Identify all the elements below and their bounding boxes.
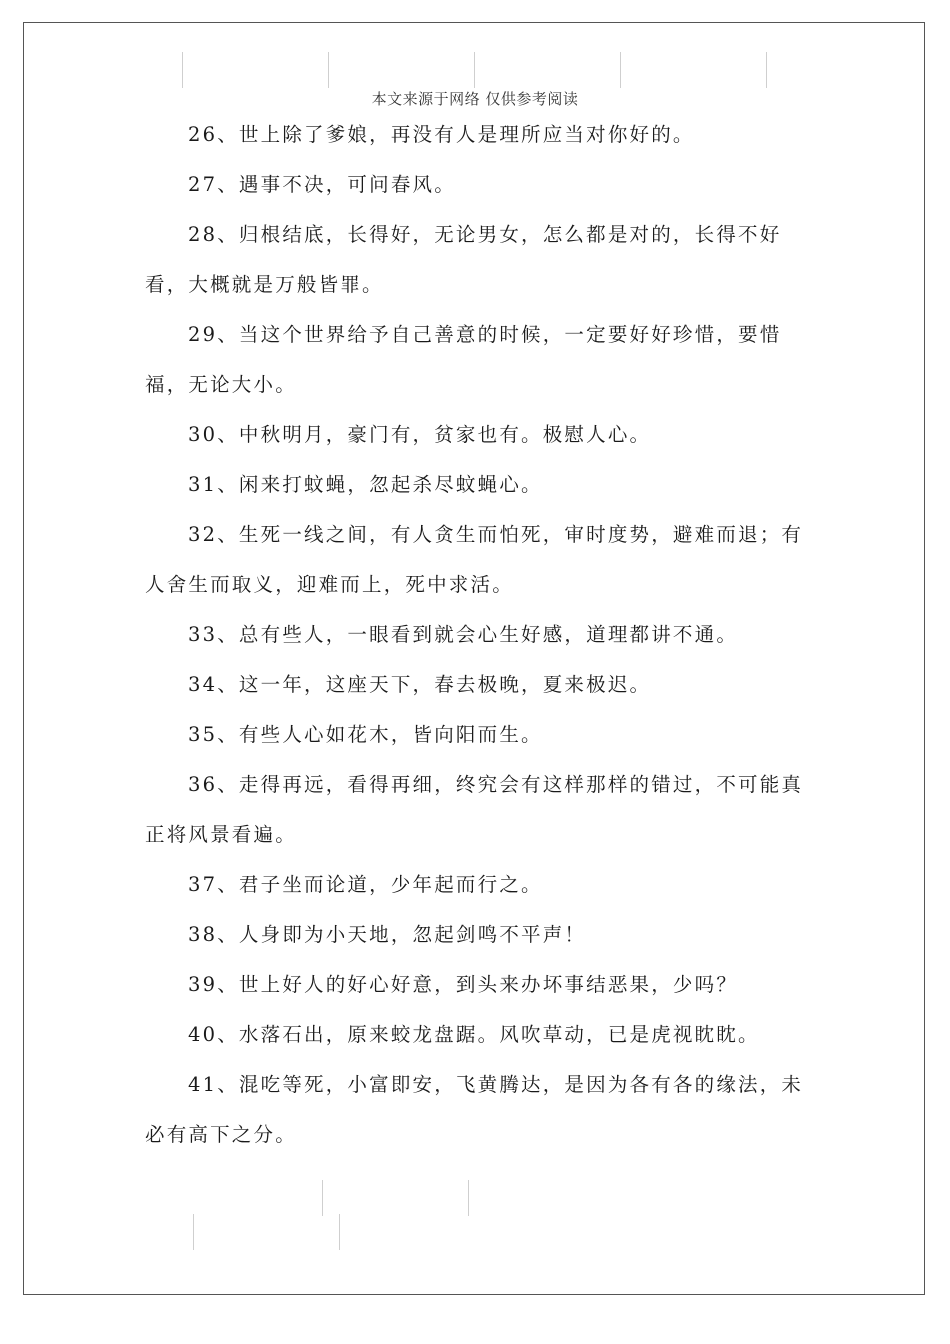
quote-paragraph: 41、混吃等死，小富即安，飞黄腾达，是因为各有各的缘法，未必有高下之分。 xyxy=(145,1073,804,1146)
bottom-decoration-line xyxy=(468,1180,469,1216)
quote-paragraph: 28、归根结底，长得好，无论男女，怎么都是对的，长得不好看，大概就是万般皆罪。 xyxy=(145,223,782,296)
bottom-decoration-line xyxy=(339,1214,340,1250)
quote-paragraph: 26、世上除了爹娘，再没有人是理所应当对你好的。 xyxy=(188,123,695,146)
top-decoration-line xyxy=(182,52,183,88)
bottom-decoration-line xyxy=(193,1214,194,1250)
quote-paragraph: 34、这一年，这座天下，春去极晚，夏来极迟。 xyxy=(188,673,652,696)
quote-paragraph: 33、总有些人，一眼看到就会心生好感，道理都讲不通。 xyxy=(188,623,739,646)
quote-paragraph: 30、中秋明月，豪门有，贫家也有。极慰人心。 xyxy=(188,423,652,446)
top-decoration-line xyxy=(766,52,767,88)
top-decoration-line xyxy=(328,52,329,88)
document-body xyxy=(145,110,820,1160)
quote-paragraph: 40、水落石出，原来蛟龙盘踞。风吹草动，已是虎视眈眈。 xyxy=(188,1023,760,1046)
quote-paragraph: 32、生死一线之间，有人贪生而怕死，审时度势，避难而退；有人舍生而取义，迎难而上，死中求活。 xyxy=(145,523,804,596)
source-disclaimer: 本文来源于网络 仅供参考阅读 xyxy=(371,90,579,108)
quote-paragraph: 31、闲来打蚊蝇，忽起杀尽蚊蝇心。 xyxy=(188,473,543,496)
quote-paragraph: 29、当这个世界给予自己善意的时候，一定要好好珍惜，要惜福，无论大小。 xyxy=(145,323,782,396)
bottom-decoration-line xyxy=(322,1180,323,1216)
quote-paragraph: 38、人身即为小天地，忽起剑鸣不平声！ xyxy=(188,923,587,946)
quote-paragraph: 35、有些人心如花木，皆向阳而生。 xyxy=(188,723,543,746)
quote-paragraph: 27、遇事不决，可问春风。 xyxy=(188,173,456,196)
quote-paragraph: 39、世上好人的好心好意，到头来办坏事结恶果，少吗？ xyxy=(188,973,739,996)
top-decoration-line xyxy=(620,52,621,88)
top-decoration-line xyxy=(474,52,475,88)
quote-paragraph: 37、君子坐而论道，少年起而行之。 xyxy=(188,873,543,896)
quote-paragraph: 36、走得再远，看得再细，终究会有这样那样的错过，不可能真正将风景看遍。 xyxy=(145,773,804,846)
